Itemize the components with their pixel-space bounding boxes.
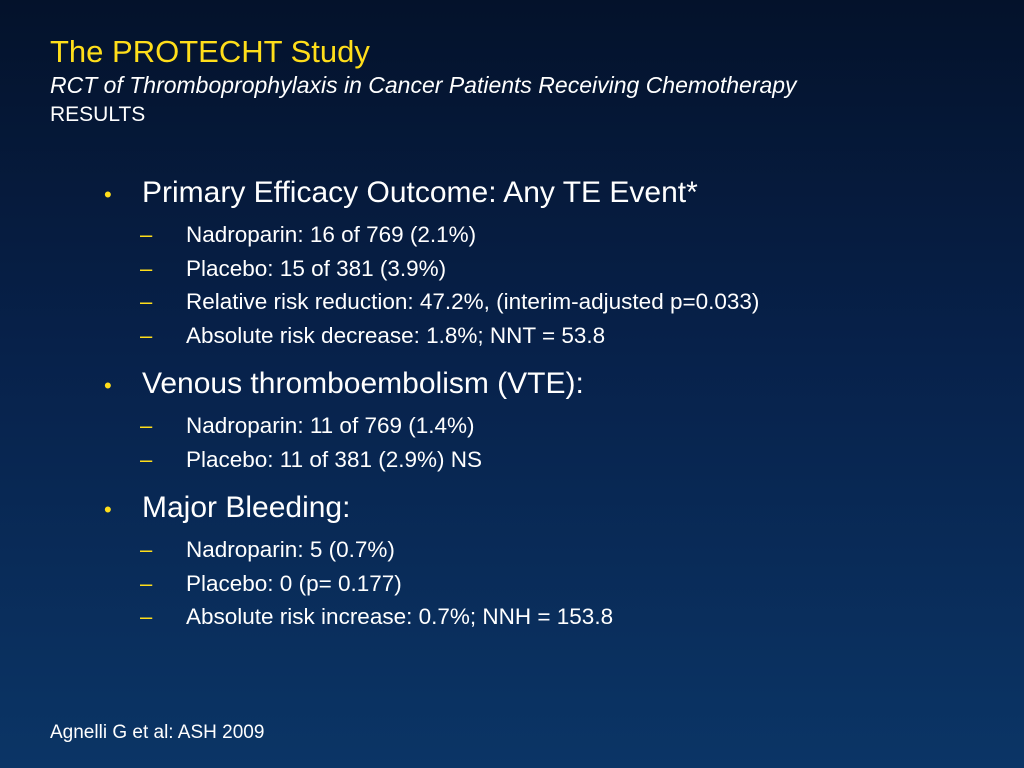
bullet-icon: • bbox=[104, 182, 112, 207]
dash-icon: – bbox=[140, 289, 153, 314]
sub-bullet-text: Absolute risk increase: 0.7%; NNH = 153.8 bbox=[186, 604, 614, 629]
bullet-heading: Venous thromboembolism (VTE): bbox=[142, 367, 584, 400]
bullet-list bbox=[100, 176, 1000, 649]
dash-icon: – bbox=[140, 255, 153, 281]
section-primary-efficacy bbox=[100, 176, 1000, 356]
dash-icon: – bbox=[140, 413, 153, 438]
citation: Agnelli G et al: ASH 2009 bbox=[50, 722, 265, 743]
sub-bullet-text: Nadroparin: 11 of 769 (1.4%) bbox=[186, 413, 475, 438]
bullet-item bbox=[100, 367, 1000, 413]
sub-bullet-item bbox=[100, 323, 1000, 357]
dash-icon: – bbox=[140, 537, 153, 562]
results-label: RESULTS bbox=[50, 103, 146, 126]
sub-bullet-text: Placebo: 11 of 381 (2.9%) NS bbox=[186, 446, 483, 472]
sub-bullet-item bbox=[100, 413, 1000, 447]
sub-bullet-item bbox=[100, 537, 1000, 571]
dash-icon: – bbox=[140, 222, 153, 247]
bullet-icon: • bbox=[104, 497, 112, 522]
sub-bullet-item bbox=[100, 571, 1000, 605]
sub-bullet-text: Nadroparin: 5 (0.7%) bbox=[186, 537, 395, 562]
bullet-icon: • bbox=[104, 373, 112, 398]
slide-title: The PROTECHT Study bbox=[50, 34, 370, 69]
slide-header bbox=[50, 34, 990, 130]
sub-bullet-item bbox=[100, 256, 1000, 290]
sub-bullet-text: Relative risk reduction: 47.2%, (interim-adjusted p=0.033) bbox=[186, 289, 760, 314]
section-vte bbox=[100, 367, 1000, 480]
slide-subtitle: RCT of Thromboprophylaxis in Cancer Patients Receiving Chemotherapy bbox=[50, 72, 797, 98]
sub-bullet-text: Placebo: 0 (p= 0.177) bbox=[186, 570, 402, 596]
dash-icon: – bbox=[140, 604, 153, 629]
sub-bullet-item bbox=[100, 222, 1000, 256]
sub-bullet-item bbox=[100, 447, 1000, 481]
dash-icon: – bbox=[140, 570, 153, 596]
sub-bullet-text: Absolute risk decrease: 1.8%; NNT = 53.8 bbox=[186, 322, 606, 348]
sub-bullet-item bbox=[100, 604, 1000, 638]
dash-icon: – bbox=[140, 446, 153, 472]
bullet-heading: Primary Efficacy Outcome: Any TE Event* bbox=[142, 176, 698, 209]
bullet-heading: Major Bleeding: bbox=[142, 491, 351, 524]
sub-bullet-text: Placebo: 15 of 381 (3.9%) bbox=[186, 255, 447, 281]
bullet-item bbox=[100, 176, 1000, 222]
section-major-bleeding bbox=[100, 491, 1000, 638]
sub-bullet-text: Nadroparin: 16 of 769 (2.1%) bbox=[186, 222, 477, 247]
dash-icon: – bbox=[140, 322, 153, 348]
bullet-item bbox=[100, 491, 1000, 537]
sub-bullet-item bbox=[100, 289, 1000, 323]
